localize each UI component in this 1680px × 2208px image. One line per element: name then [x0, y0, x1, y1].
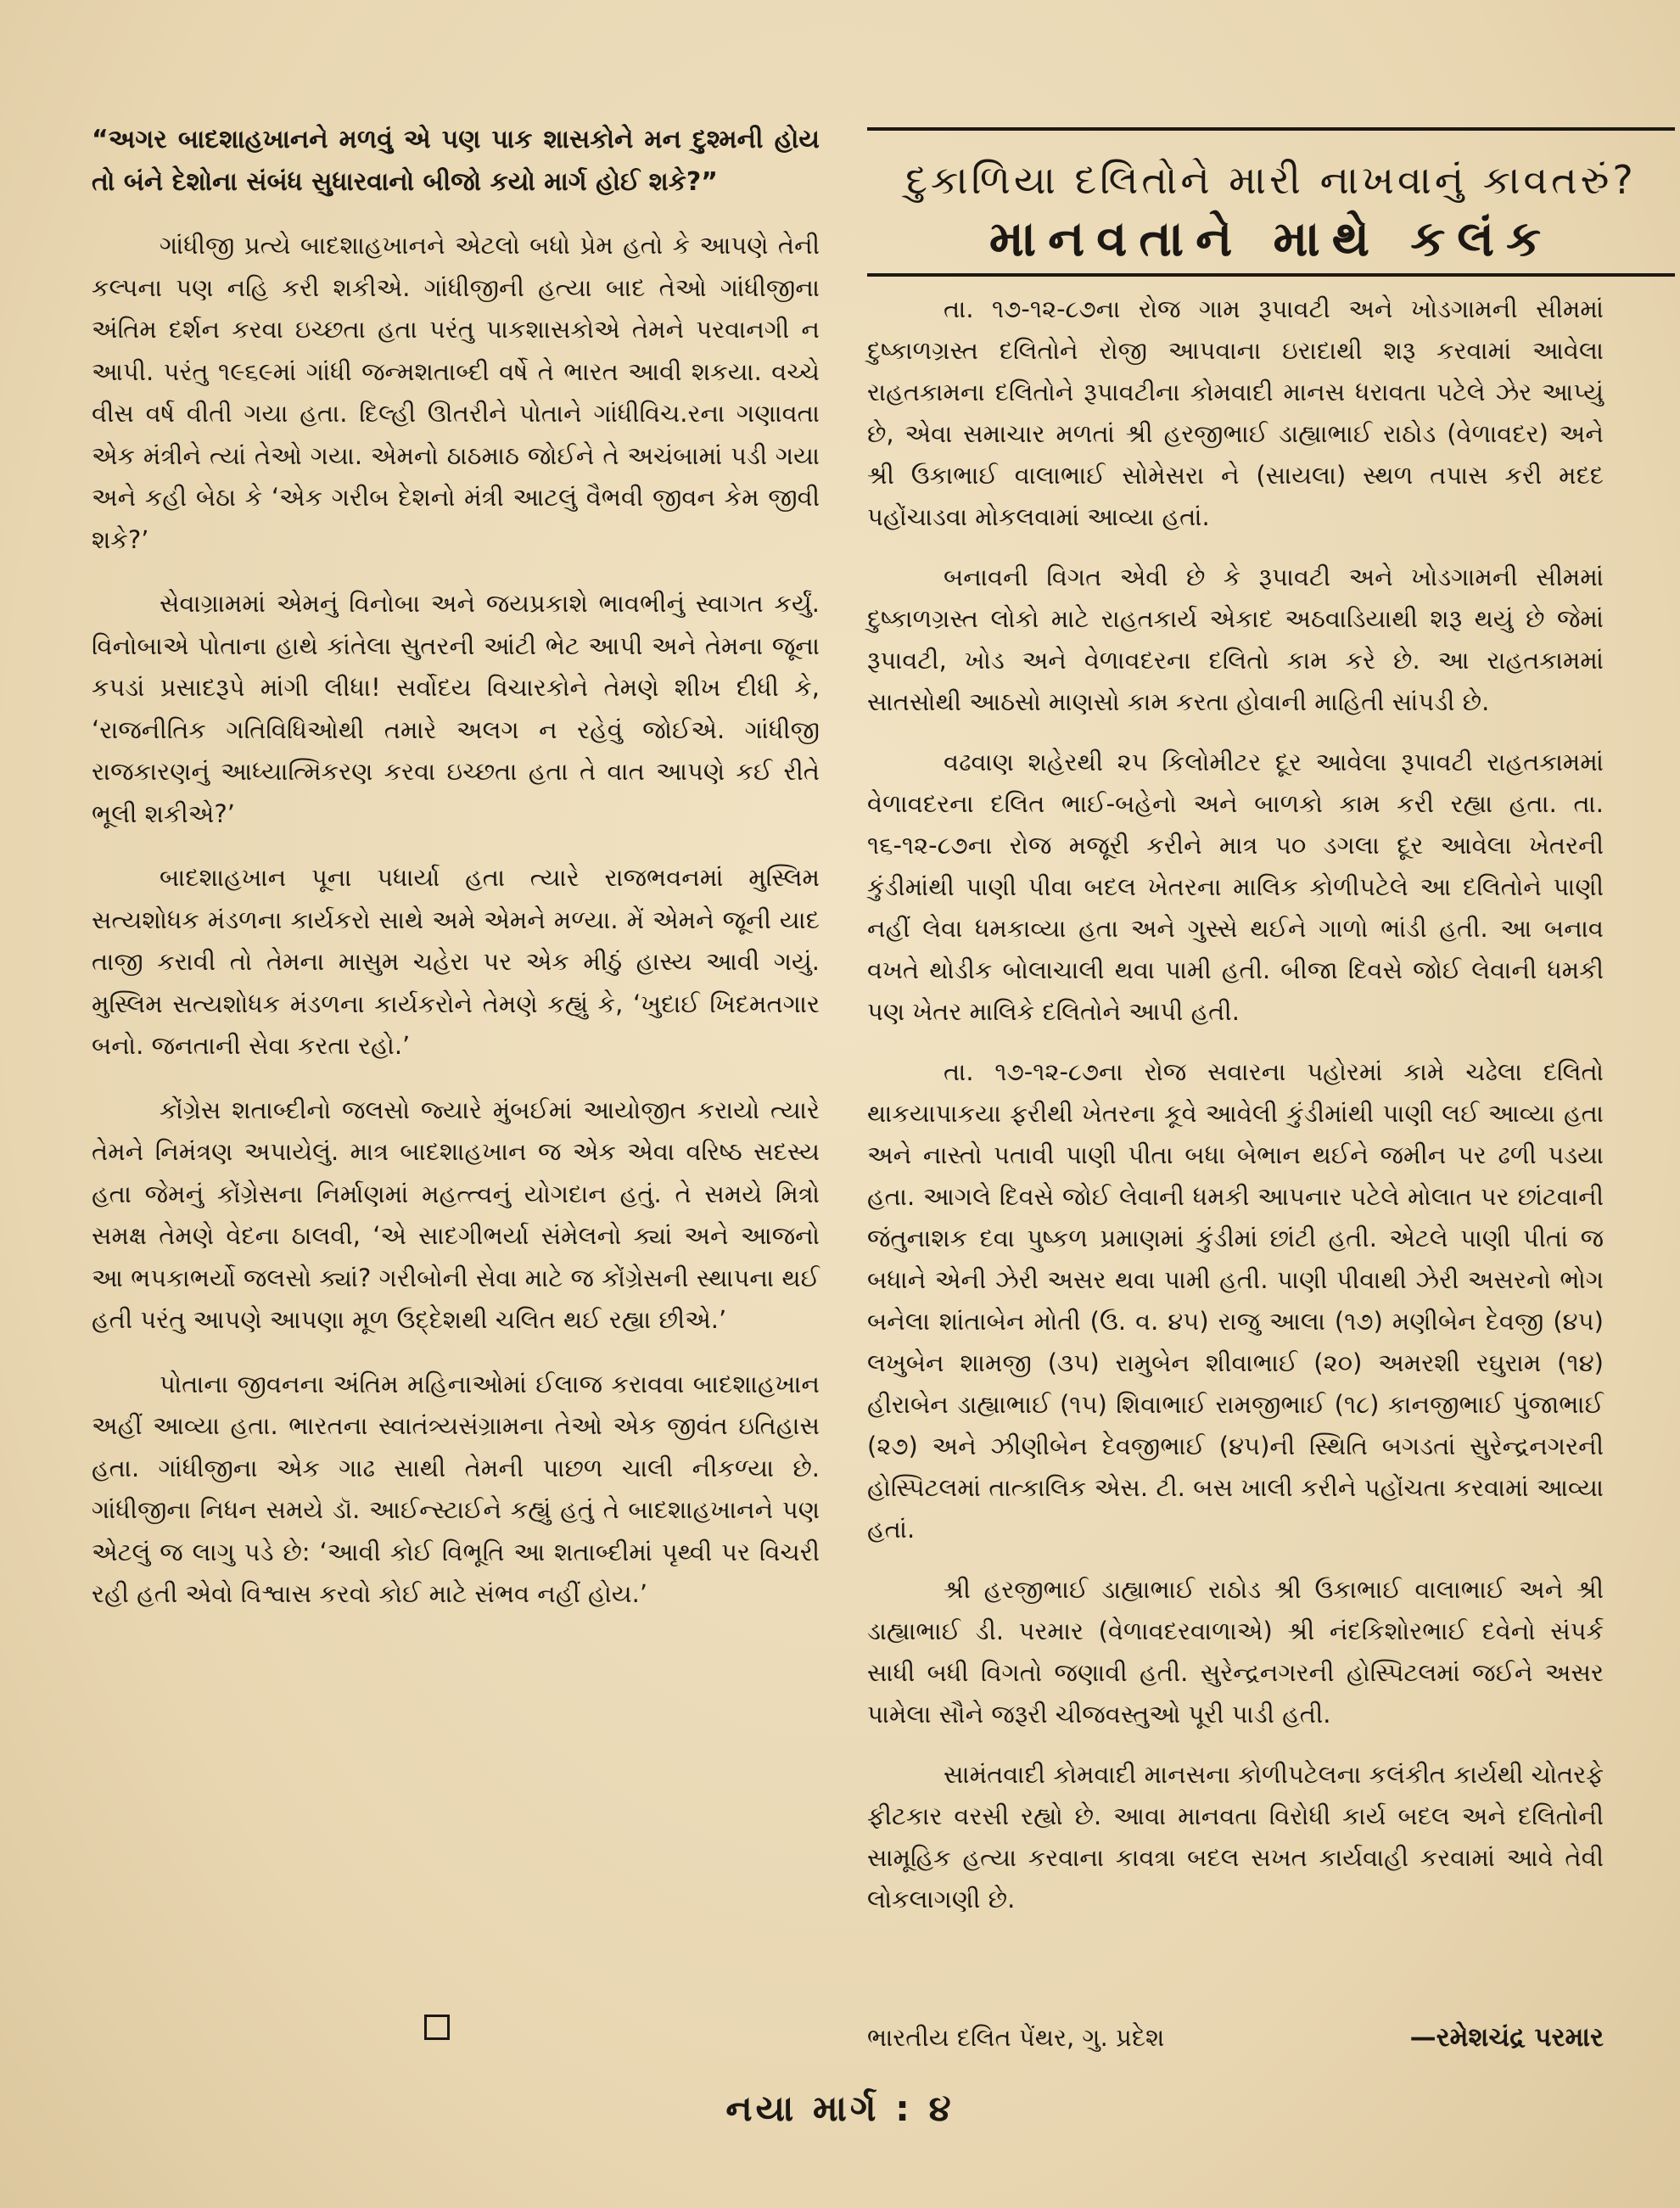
right-paragraph: તા. ૧૭-૧૨-૮૭ના રોજ સવારના પહોરમાં કામે ચઢેલા દલિતો થાકયાપાકયા ફરીથી ખેતરના કૂવે આવેલી કુંડીમાંથી પાણી લઈ આવ્યા હતા અને નાસ્તો પતાવી પાણી પીતા બધા બેભાન થઈને જમીન પર ઢળી પડયા હતા. આગલે દિવસે જોઈ લેવાની ધમકી આપનાર પટેલે મોલાત પર છાંટવાની જંતુનાશક દવા પુષ્કળ પ્રમાણમાં કુંડીમાં છાંટી હતી. એટલે પાણી પીતાં જ બધાને એની ઝેરી અસર થવા પામી હતી. પાણી પીવાથી ઝેરી અસરનો ભોગ બનેલા શાંતાબેન મોતી (ઉ. વ. ૪૫) રાજુ આલા (૧૭) મણીબેન દેવજી (૪૫) લખુબેન શામજી (૩૫) રામુબેન શીવાભાઈ (૨૦) અમરશી રઘુરામ (૧૪) હીરાબેન ડાહ્યાભાઈ (૧૫) શિવાભાઈ રામજીભાઈ (૧૮) કાનજીભાઈ પુંજાભાઈ (૨૭) અને ઝીણીબેન દેવજીભાઈ (૪૫)ની સ્થિતિ બગડતાં સુરેન્દ્રનગરની હોસ્પિટલમાં તાત્કાલિક એસ. ટી. બસ ખાલી કરીને પહોંચતા કરવામાં આવ્યા હતાં.	[867, 1057, 1604, 1544]
right-paragraph: શ્રી હરજીભાઈ ડાહ્યાભાઈ રાઠોડ શ્રી ઉકાભાઈ વાલાભાઈ અને શ્રી ડાહ્યાભાઈ ડી. પરમાર (વેળાવદરવાળાએ) શ્રી નંદકિશોરભાઈ દવેનો સંપર્ક સાધી બધી વિગતો જણાવી હતી. સુરેન્દ્રનગરની હોસ્પિટલમાં જઈને અસર પામેલા સૌને જરૂરી ચીજવસ્તુઓ પૂરી પાડી હતી.	[867, 1575, 1604, 1729]
headline-subtitle: દુકાળિયા દલિતોને મારી નાખવાનું કાવતરું?	[905, 157, 1637, 203]
end-of-article-square	[424, 2015, 450, 2040]
right-paragraph: વઢવાણ શહેરથી ૨૫ કિલોમીટર દૂર આવેલા રૂપાવટી રાહતકામમાં વેળાવદરના દલિત ભાઈ-બહેનો અને બાળકો કામ કરી રહ્યા હતા. તા. ૧૬-૧૨-૮૭ના રોજ મજૂરી કરીને માત્ર ૫૦ ડગલા દૂર આવેલા ખેતરની કુંડીમાંથી પાણી પીવા બદલ ખેતરના માલિક કોળીપટેલે આ દલિતોને પાણી નહીં લેવા ધમકાવ્યા હતા અને ગુસ્સે થઈને ગાળો ભાંડી હતી. આ બનાવ વખતે થોડીક બોલાચાલી થવા પામી હતી. બીજા દિવસે જોઈ લેવાની ધમકી પણ ખેતર માલિકે દલિતોને આપી હતી.	[867, 748, 1604, 1026]
right-paragraph: બનાવની વિગત એવી છે કે રૂપાવટી અને ખોડગામની સીમમાં દુષ્કાળગ્રસ્ત લોકો માટે રાહતકાર્ય એકાદ અઠવાડિયાથી શરૂ થયું છે જેમાં રૂપાવટી, ખોડ અને વેળાવદરના દલિતો કામ કરે છે. આ રાહતકામમાં સાતસોથી આઠસો માણસો કામ કરતા હોવાની માહિતી સાંપડી છે.	[867, 563, 1604, 716]
right-column-body	[867, 289, 1604, 1939]
left-paragraph-quote: “અગર બાદશાહખાનને મળવું એ પણ પાક શાસકોને મન દુશ્મની હોય તો બંને દેશોના સંબંધ સુધારવાનો બીજો કયો માર્ગ હોઈ શકે?”	[92, 125, 820, 197]
right-paragraph: તા. ૧૭-૧૨-૮૭ના રોજ ગામ રૂપાવટી અને ખોડગામની સીમમાં દુષ્કાળગ્રસ્ત દલિતોને રોજી આપવાના ઇરાદાથી શરૂ કરવામાં આવેલા રાહતકામના દલિતોને રૂપાવટીના કોમવાદી માનસ ધરાવતા પટેલે ઝેર આપ્યું છે, એવા સમાચાર મળતાં શ્રી હરજીભાઈ ડાહ્યાભાઈ રાઠોડ (વેળાવદર) અને શ્રી ઉકાભાઈ વાલાભાઈ સોમેસરા ને (સાયલા) સ્થળ તપાસ કરી મદદ પહોંચાડવા મોકલવામાં આવ્યા હતાં.	[867, 294, 1604, 531]
headline-title: માનવતાને માથે કલંક	[988, 210, 1554, 267]
page-footer: નયા માર્ગ : ૪	[725, 2088, 955, 2129]
left-paragraph: કોંગ્રેસ શતાબ્દીનો જલસો જ્યારે મુંબઈમાં આયોજીત કરાયો ત્યારે તેમને નિમંત્રણ અપાયેલું. માત્ર બાદશાહખાન જ એક એવા વરિષ્ઠ સદસ્ય હતા જેમનું કોંગ્રેસના નિર્માણમાં મહત્ત્વનું યોગદાન હતું. તે સમયે મિત્રો સમક્ષ તેમણે વેદના ઠાલવી, ‘એ સાદગીભર્યા સંમેલનો ક્યાં અને આજનો આ ભપકાભર્યો જલસો ક્યાં? ગરીબોની સેવા માટે જ કોંગ્રેસની સ્થાપના થઈ હતી પરંતુ આપણે આપણા મૂળ ઉદ્દેશથી ચલિત થઈ રહ્યા છીએ.’	[92, 1095, 820, 1334]
left-paragraph: ગાંધીજી પ્રત્યે બાદશાહખાનને એટલો બધો પ્રેમ હતો કે આપણે તેની કલ્પના પણ નહિ કરી શકીએ. ગાંધીજીની હત્યા બાદ તેઓ ગાંધીજીના અંતિમ દર્શન કરવા ઇચ્છતા હતા પરંતુ પાકશાસકોએ તેમને પરવાનગી ન આપી. પરંતુ ૧૯૬૯માં ગાંધી જન્મશતાબ્દી વર્ષે તે ભારત આવી શકયા. વચ્ચે વીસ વર્ષ વીતી ગયા હતા. દિલ્હી ઊતરીને પોતાને ગાંધીવિચ.રના ગણાવતા એક મંત્રીને ત્યાં તેઓ ગયા. એમનો ઠાઠમાઠ જોઈને તે અચંબામાં પડી ગયા અને કહી બેઠા કે ‘એક ગરીબ દેશનો મંત્રી આટલું વૈભવી જીવન કેમ જીવી શકે?’	[92, 231, 820, 554]
article-headline-box	[867, 127, 1675, 277]
right-paragraph: સામંતવાદી કોમવાદી માનસના કોળીપટેલના કલંકીત કાર્યથી ચોતરફે ફીટકાર વરસી રહ્યો છે. આવા માનવતા વિરોધી કાર્ય બદલ અને દલિતોની સામૂહિક હત્યા કરવાના કાવત્રા બદલ સખત કાર્યવાહી કરવામાં આવે તેવી લોકલાગણી છે.	[867, 1760, 1604, 1914]
left-column	[92, 119, 820, 1638]
signature-author: —રમેશચંદ્ર પરમાર	[1409, 2022, 1604, 2053]
left-paragraph: બાદશાહખાન પૂના પધાર્યા હતા ત્યારે રાજભવનમાં મુસ્લિમ સત્યશોધક મંડળના કાર્યકરો સાથે અમે એમને મળ્યા. મેં એમને જૂની યાદ તાજી કરાવી તો તેમના માસુમ ચહેરા પર એક મીઠું હાસ્ય આવી ગયું. મુસ્લિમ સત્યશોધક મંડળના કાર્યકરોને તેમણે કહ્યું કે, ‘ખુદાઈ ખિદમતગાર બનો. જનતાની સેવા કરતા રહો.’	[92, 863, 820, 1060]
signature-row	[867, 2016, 1604, 2059]
left-paragraph: પોતાના જીવનના અંતિમ મહિનાઓમાં ઈલાજ કરાવવા બાદશાહખાન અહીં આવ્યા હતા. ભારતના સ્વાતંત્ર્યસંગ્રામના તેઓ એક જીવંત ઇતિહાસ હતા. ગાંધીજીના એક ગાઢ સાથી તેમની પાછળ ચાલી નીકળ્યા છે. ગાંધીજીના નિધન સમયે ડૉ. આઈન્સ્ટાઈને કહ્યું હતું તે બાદશાહખાનને પણ એટલું જ લાગુ પડે છે: ‘આવી કોઈ વિભૂતિ આ શતાબ્દીમાં પૃથ્વી પર વિચરી રહી હતી એવો વિશ્વાસ કરવો કોઈ માટે સંભવ નહીં હોય.’	[92, 1369, 820, 1608]
signature-organization: ભારતીય દલિત પેંથર, ગુ. પ્રદેશ	[867, 2023, 1165, 2052]
left-paragraph: સેવાગ્રામમાં એમનું વિનોબા અને જયપ્રકાશે ભાવભીનું સ્વાગત કર્યું. વિનોબાએ પોતાના હાથે કાંતેલા સુતરની આંટી ભેટ આપી અને તેમના જૂના કપડાં પ્રસાદરૂપે માંગી લીધા! સર્વોદય વિચારકોને તેમણે શીખ દીધી કે, ‘રાજનીતિક ગતિવિધિઓથી તમારે અલગ ન રહેવું જોઈએ. ગાંધીજી રાજકારણનું આધ્યાત્મિકરણ કરવા ઇચ્છતા હતા તે વાત આપણે કઈ રીતે ભૂલી શકીએ?’	[92, 589, 820, 828]
